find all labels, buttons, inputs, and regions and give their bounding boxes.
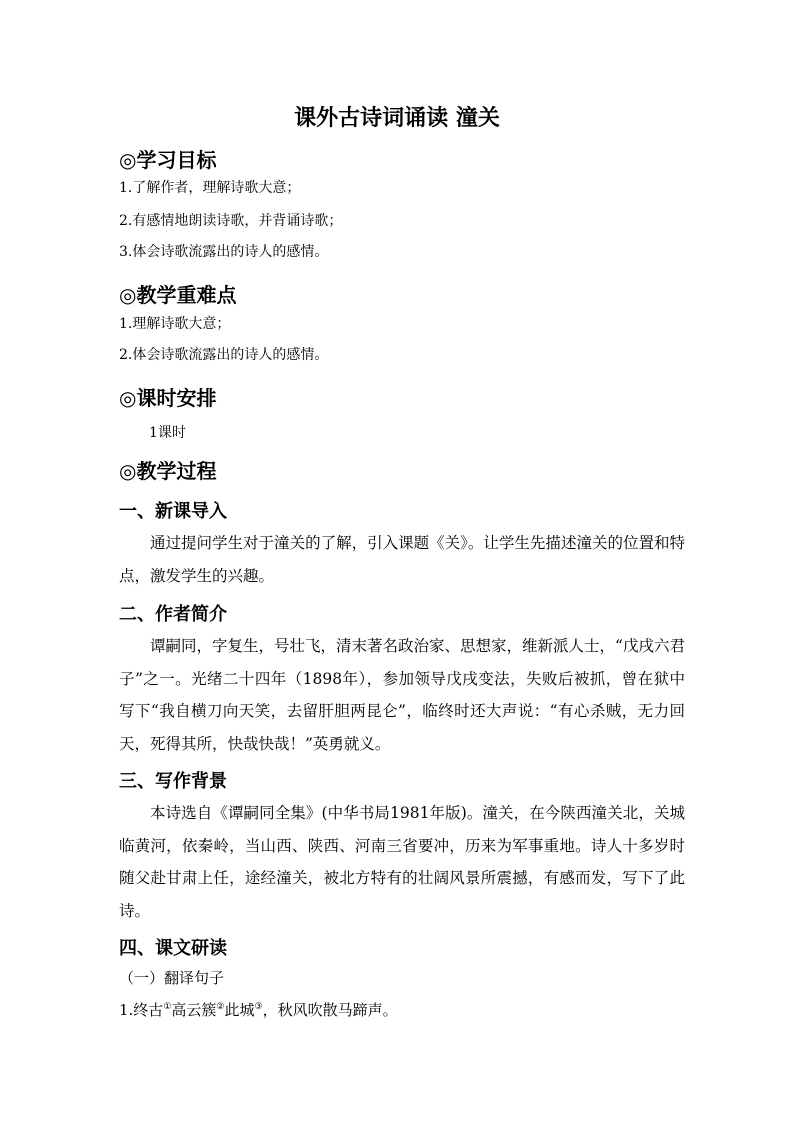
key-point-item-2: 2.体会诗歌流露出的诗人的感情。 (119, 347, 329, 363)
footnote-marker-1: ① (163, 1002, 172, 1012)
verse-part-1: 1.终古 (119, 1001, 164, 1019)
verse-part-4: ，秋风吹散马蹄声。 (262, 1001, 398, 1019)
section-text-intro: 通过提问学生对于潼关的了解，引入课题《关》。让学生先描述潼关的位置和特点，激发学生的兴趣。 (119, 534, 685, 585)
section-text-author: 谭嗣同，字复生，号壮飞，清末著名政治家、思想家，维新派人士，“戊戌六君子”之一。光绪二十四年（1898年），参加领导戊戌变法，失败后被抓，曾在狱中写下“我自横刀向天笑，去留肝胆两昆仑”，临终时还大声说：“有心杀贼，无力回天，死得其所，快哉快哉！”英勇就义。 (119, 637, 685, 753)
translate-subheading: （一）翻译句子 (119, 969, 225, 987)
verse-part-3: 此城 (224, 1001, 255, 1019)
page-title: 课外古诗词诵读 潼关 (294, 105, 500, 131)
objective-item-1: 1.了解作者，理解诗歌大意； (119, 180, 301, 196)
key-point-item-1: 1.理解诗歌大意； (119, 316, 231, 332)
process-heading: ◎教学过程 (119, 459, 217, 483)
footnote-marker-2: ② (216, 1002, 225, 1012)
section-heading-author: 二、作者简介 (119, 604, 227, 625)
key-points-heading: ◎教学重难点 (119, 283, 237, 307)
verse-part-2: 高云簇 (171, 1001, 217, 1019)
verse-line-1 (119, 998, 398, 1022)
section-heading-background: 三、写作背景 (119, 771, 227, 792)
objective-item-3: 3.体会诗歌流露出的诗人的感情。 (119, 244, 329, 260)
section-text-background: 本诗选自《谭嗣同全集》(中华书局1981年版)。潼关，在今陕西潼关北，关城临黄河，依秦岭，当山西、陕西、河南三省要冲，历来为军事重地。诗人十多岁时随父赴甘肃上任，途经潼关，被北方特有的壮阔风景所震撼，有感而发，写下了此诗。 (119, 804, 685, 920)
schedule-text: 1课时 (149, 425, 186, 441)
footnote-marker-3: ③ (254, 1002, 263, 1012)
section-heading-intro: 一、新课导入 (119, 501, 227, 522)
objective-item-2: 2.有感情地朗读诗歌，并背诵诗歌； (119, 213, 343, 229)
section-heading-study: 四、课文研读 (119, 938, 227, 959)
schedule-heading: ◎课时安排 (119, 386, 217, 410)
objectives-heading: ◎学习目标 (119, 148, 217, 172)
